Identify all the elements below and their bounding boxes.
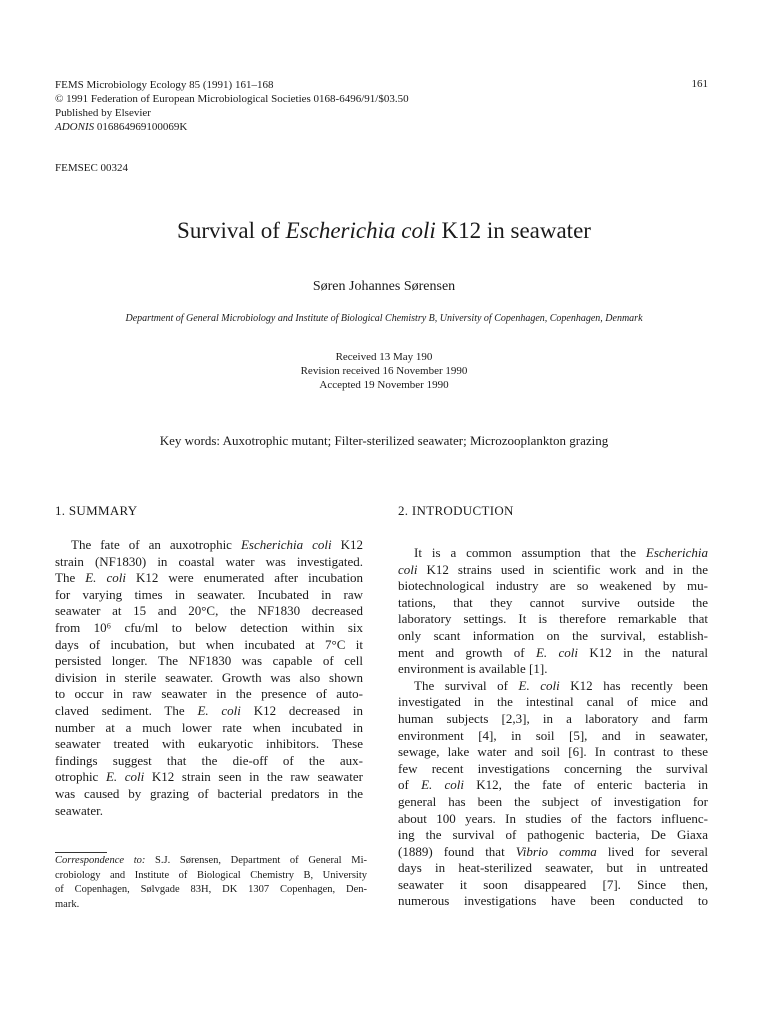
accepted-date: Accepted 19 November 1990: [319, 379, 449, 391]
publisher-line: Published by Elsevier: [55, 107, 151, 119]
copyright-line: © 1991 Federation of European Microbiological Societies 0168-6496/91/$03.50: [55, 93, 409, 105]
footnote-line: crobiology and Institute of Biological Chemistry B, University: [55, 869, 367, 881]
title-species: Escherichia coli: [285, 218, 436, 243]
affiliation: Department of General Microbiology and Institute of Biological Chemistry B, University of Copenhagen, Copenhagen, Denmark: [125, 313, 643, 324]
introduction-line: ment and growth of E. coli K12 in the natural: [398, 644, 709, 660]
received-date: Received 13 May 190: [335, 351, 433, 363]
introduction-line: sewage, lake water and soil [6]. In contrast to these: [398, 744, 708, 760]
introduction-line: about 100 years. In studies of the factors influenc-: [398, 810, 708, 826]
introduction-line: of E. coli K12, the fate of enteric bacteria in: [398, 777, 709, 793]
title-suffix: K12 in seawater: [441, 218, 591, 243]
footnote-line: of Copenhagen, Sølvgade 83H, DK 1307 Copenhagen, Den-: [55, 884, 367, 895]
introduction-line: coli K12 strains used in scientific work and in the: [398, 561, 708, 577]
summary-body: [55, 537, 363, 819]
introduction-line: seawater it soon disappeared [7]. Since then,: [398, 876, 708, 892]
article-title: [0, 218, 768, 244]
summary-line: for varying times in seawater. Incubated in raw: [55, 586, 363, 602]
summary-line: persisted longer. The NF1830 was capable of cell: [55, 653, 363, 669]
introduction-line: laboratory settings. It is therefore remarkable that: [398, 611, 708, 627]
summary-line: number at a much lower rate when incubated in: [55, 719, 363, 735]
summary-line: seawater treated with eukaryotic inhibitors. These: [55, 736, 363, 752]
adonis-line: [55, 120, 409, 134]
introduction-line: general has been the subject of investigation for: [398, 793, 708, 809]
introduction-line: The survival of E. coli K12 has recently been: [414, 677, 709, 693]
page-number: 161: [691, 78, 708, 90]
journal-header: [55, 78, 409, 134]
summary-line: seawater at 15 and 20°C, the NF1830 decreased: [55, 603, 363, 619]
introduction-line: It is a common assumption that the Escherichia: [414, 545, 708, 560]
summary-line: from 10⁶ cfu/ml to below detection within six: [55, 619, 363, 635]
title-prefix: Survival of: [177, 218, 280, 243]
adonis-label: ADONIS: [55, 121, 95, 133]
summary-line: The E. coli K12 were enumerated after incubation: [55, 570, 363, 586]
introduction-line: only scant information on the survival, establish-: [398, 627, 708, 643]
summary-line: division in sterile seawater. Growth was also shown: [55, 669, 363, 685]
introduction-heading: 2. INTRODUCTION: [398, 503, 514, 518]
introduction-line: numerous investigations have been conducted to: [398, 893, 708, 909]
summary-line: strain (NF1830) in coastal water was investigated.: [55, 553, 363, 569]
summary-line: claved sediment. The E. coli K12 decreased in: [55, 702, 363, 718]
correspondence-footnote: [55, 854, 367, 912]
footnote-rule: [55, 852, 107, 853]
footnote-line: Correspondence to: S.J. Sørensen, Department of General Mi-: [55, 855, 367, 866]
summary-line: findings suggest that the die-off of the aux-: [55, 752, 363, 768]
revision-date: Revision received 16 November 1990: [300, 365, 468, 377]
introduction-line: few recent investigations concerning the survival: [398, 760, 708, 776]
introduction-line: ing the survival of pathogenic bacteria, De Giaxa: [398, 827, 708, 843]
introduction-line: environment is available [1].: [398, 661, 548, 677]
summary-line: was caused by grazing of bacterial predators in the: [55, 785, 363, 801]
introduction-line: human subjects [2,3], in a laboratory and farm: [398, 710, 708, 726]
keywords: Key words: Auxotrophic mutant; Filter-sterilized seawater; Microzooplankton grazing: [159, 433, 609, 448]
adonis-code: 016864969100069K: [96, 121, 188, 133]
summary-heading: 1. SUMMARY: [55, 503, 138, 518]
article-dates: [0, 350, 768, 392]
introduction-line: biotechnological industry are so weakened by mu-: [398, 578, 708, 594]
journal-line: FEMS Microbiology Ecology 85 (1991) 161–168: [55, 79, 274, 91]
article-code: FEMSEC 00324: [55, 162, 129, 174]
footnote-line: mark.: [55, 898, 80, 910]
introduction-body: [398, 545, 708, 910]
introduction-line: tations, that they cannot survive outside the: [398, 594, 708, 610]
author-name: Søren Johannes Sørensen: [312, 279, 456, 294]
summary-line: seawater.: [55, 802, 104, 818]
introduction-line: environment [4], in soil [5], and in seawater,: [398, 727, 708, 743]
introduction-line: days in heat-sterilized seawater, but in untreated: [398, 860, 708, 876]
summary-line: to occur in raw seawater in the presence of auto-: [55, 686, 363, 702]
summary-line: The fate of an auxotrophic Escherichia coli K12: [71, 537, 363, 552]
introduction-line: (1889) found that Vibrio comma lived for several: [398, 843, 708, 859]
introduction-line: investigated in the intestinal canal of mice and: [398, 694, 708, 710]
summary-line: otrophic E. coli K12 strain seen in the raw seawater: [55, 769, 363, 785]
summary-line: days of incubation, but when incubated at 7°C it: [55, 636, 363, 652]
